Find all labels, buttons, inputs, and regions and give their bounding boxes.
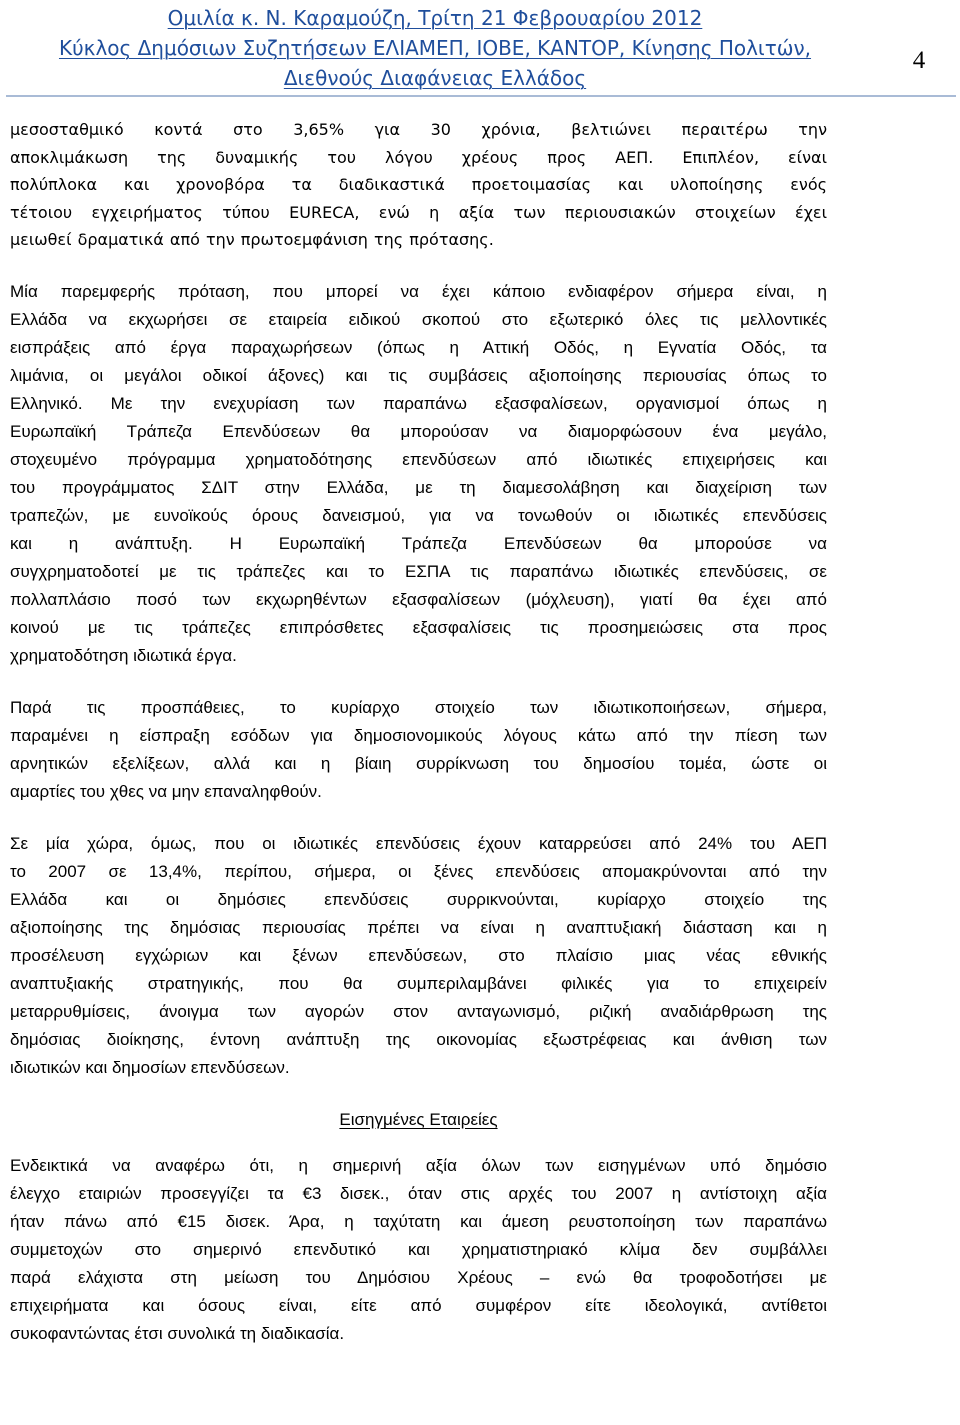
- paragraph-line: τέτοιου εγχειρήματος τύπου EURECA, ενώ η αξία των περιουσιακών στοιχείων έχει: [10, 202, 827, 222]
- paragraph-line: Ελλάδα και οι δημόσιες επενδύσεις συρρικνούνται, κυρίαρχο στοιχείο της: [10, 889, 827, 909]
- paragraph-line: αποκλιμάκωση της δυναμικής του λόγου χρέους προς ΑΕΠ. Επιπλέον, είναι: [10, 147, 827, 167]
- paragraph-line: χρηματοδότηση ιδιωτικά έργα.: [10, 645, 237, 665]
- header-title-line-1[interactable]: Ομιλία κ. Ν. Καραμούζη, Τρίτη 21 Φεβρουαρίου 2012: [167, 6, 703, 30]
- paragraph-line: παραμένει η είσπραξη εσόδων για δημοσιονομικούς λόγους κάτω από την πίεση των: [10, 725, 827, 745]
- paragraph-line: Ενδεικτικά να αναφέρω ότι, η σημερινή αξία όλων των εισηγμένων υπό δημόσιο: [10, 1155, 827, 1175]
- paragraph-line: του προγράμματος ΣΔΙΤ στην Ελλάδα, με τη διαμεσολάβηση και διαχείριση των: [10, 477, 827, 497]
- paragraph-similar-proposal: [10, 278, 827, 670]
- header-title: [0, 3, 870, 93]
- paragraph-line: συμμετοχών στο σημερινό επενδυτικό και χρηματιστηριακό κλίμα δεν συμβάλλει: [10, 1239, 827, 1259]
- paragraph-line: συγχρηματοδοτεί με τις τράπεζες και το ΕΣΠΑ τις παραπάνω ιδιωτικές επενδύσεις, σε: [10, 561, 827, 581]
- paragraph-line: λιμάνια, οι μεγάλοι οδικοί άξονες) και τις συμβάσεις αξιοποίησης περιουσίας όπως το: [10, 365, 827, 385]
- paragraph-investments: [10, 830, 827, 1082]
- paragraph-line: και η ανάπτυξη. Η Ευρωπαϊκή Τράπεζα Επενδύσεων θα μπορούσε να: [10, 533, 827, 553]
- paragraph-line: αξιοποίησης της δημόσιας περιουσίας πρέπει να είναι η αναπτυξιακή διάσταση και η: [10, 917, 827, 937]
- paragraph-line: το 2007 σε 13,4%, περίπου, σήμερα, οι ξένες επενδύσεις απομακρύνονται από την: [10, 861, 827, 881]
- paragraph-line: έλεγχο εταιριών προσεγγίζει τα €3 δισεκ., όταν στις αρχές του 2007 η αντίστοιχη αξία: [10, 1183, 827, 1203]
- paragraph-line: μεσοσταθμικό κοντά στο 3,65% για 30 χρόνια, βελτιώνει περαιτέρω την: [10, 120, 827, 139]
- paragraph-line: συκοφαντώντας έτσι συνολικά τη διαδικασία.: [10, 1323, 345, 1343]
- paragraph-line: παρά ελάχιστα στη μείωση του Δημόσιου Χρέους – ενώ θα τροφοδοτήσει με: [10, 1267, 827, 1287]
- paragraph-line: στοχευμένο πρόγραμμα χρηματοδότησης επενδύσεων από ιδιωτικές επιχειρήσεις και: [10, 449, 827, 469]
- paragraph-line: δημόσιας διοίκησης, έντονη ανάπτυξη της οικονομίας εξωστρέφειας και άνθιση των: [10, 1029, 827, 1049]
- header-title-line-3[interactable]: Διεθνούς Διαφάνειας Ελλάδος: [283, 66, 587, 90]
- paragraph-line: προσέλευση εγχώριων και ξένων επενδύσεων, στο πλαίσιο μιας νέας εθνικής: [10, 945, 827, 965]
- header-divider: [6, 95, 956, 97]
- paragraph-line: πολύπλοκα και χρονοβόρα τα διαδικαστικά προετοιμασίας και υλοποίησης ενός: [10, 175, 827, 195]
- paragraph-line: πολλαπλάσιο ποσό των εκχωρηθέντων εξασφαλίσεων (μόχλευση), γιατί θα έχει από: [10, 589, 827, 609]
- page-header: [0, 0, 960, 98]
- paragraph-line: Μία παρεμφερής πρόταση, που μπορεί να έχει κάποιο ενδιαφέρον σήμερα είναι, η: [10, 281, 827, 301]
- header-title-line-2[interactable]: Κύκλος Δημόσιων Συζητήσεων ΕΛΙΑΜΕΠ, ΙΟΒΕ, ΚΑΝΤΟΡ, Κίνησης Πολιτών,: [58, 36, 812, 60]
- section-heading-listed-companies: Εισηγμένες Εταιρείες: [339, 1109, 498, 1129]
- paragraph-line: ήταν πάνω από €15 δισεκ. Άρα, η ταχύτατη και άμεση ρευστοποίηση των παραπάνω: [10, 1211, 827, 1231]
- paragraph-privatizations: [10, 694, 827, 806]
- paragraph-eureca-continuation: [10, 116, 827, 254]
- paragraph-line: εισπράξεις από έργα παραχωρήσεων (όπως η Αττική Οδός, η Εγνατία Οδός, τα: [10, 337, 827, 357]
- page-number: 4: [912, 47, 926, 74]
- paragraph-line: Σε μία χώρα, όμως, που οι ιδιωτικές επενδύσεις έχουν καταρρεύσει από 24% του ΑΕΠ: [10, 833, 827, 853]
- paragraph-line: αναπτυξιακής στρατηγικής, που θα συμπεριλαμβάνει φιλικές για το επιχειρείν: [10, 973, 827, 993]
- paragraph-line: αρνητικών εξελίξεων, αλλά και η βίαιη συρρίκνωση του δημοσίου τομέα, ώστε οι: [10, 753, 827, 773]
- paragraph-line: επιχειρήματα και όσους είναι, είτε από συμφέρον είτε ιδεολογικά, αντίθετοι: [10, 1295, 827, 1315]
- paragraph-line: τραπεζών, με ευνοϊκούς όρους δανεισμού, για να τονωθούν οι ιδιωτικές επενδύσεις: [10, 505, 827, 525]
- paragraph-line: Ευρωπαϊκή Τράπεζα Επενδύσεων θα μπορούσαν να διαμορφώσουν ένα μεγάλο,: [10, 421, 827, 441]
- paragraph-listed-companies: [10, 1152, 827, 1348]
- paragraph-line: Παρά τις προσπάθειες, το κυρίαρχο στοιχείο των ιδιωτικοποιήσεων, σήμερα,: [10, 697, 827, 717]
- document-body: [10, 116, 827, 1372]
- paragraph-line: ιδιωτικών και δημοσίων επενδύσεων.: [10, 1057, 290, 1077]
- paragraph-line: κοινού με τις τράπεζες επιπρόσθετες εξασφαλίσεις τις προσημειώσεις στα προς: [10, 617, 827, 637]
- paragraph-line: αμαρτίες του χθες να μην επαναληφθούν.: [10, 781, 322, 801]
- paragraph-line: Ελληνικό. Με την ενεχυρίαση των παραπάνω εξασφαλίσεων, οργανισμοί όπως η: [10, 393, 827, 413]
- paragraph-line: μειωθεί δραματικά από την πρωτοεμφάνιση της πρότασης.: [10, 230, 494, 250]
- paragraph-line: Ελλάδα να εκχωρήσει σε εταιρεία ειδικού σκοπού στο εξωτερικό όλες τις μελλοντικές: [10, 309, 827, 329]
- paragraph-line: μεταρρυθμίσεις, άνοιγμα των αγορών στον ανταγωνισμό, ριζική αναδιάρθρωση της: [10, 1001, 827, 1021]
